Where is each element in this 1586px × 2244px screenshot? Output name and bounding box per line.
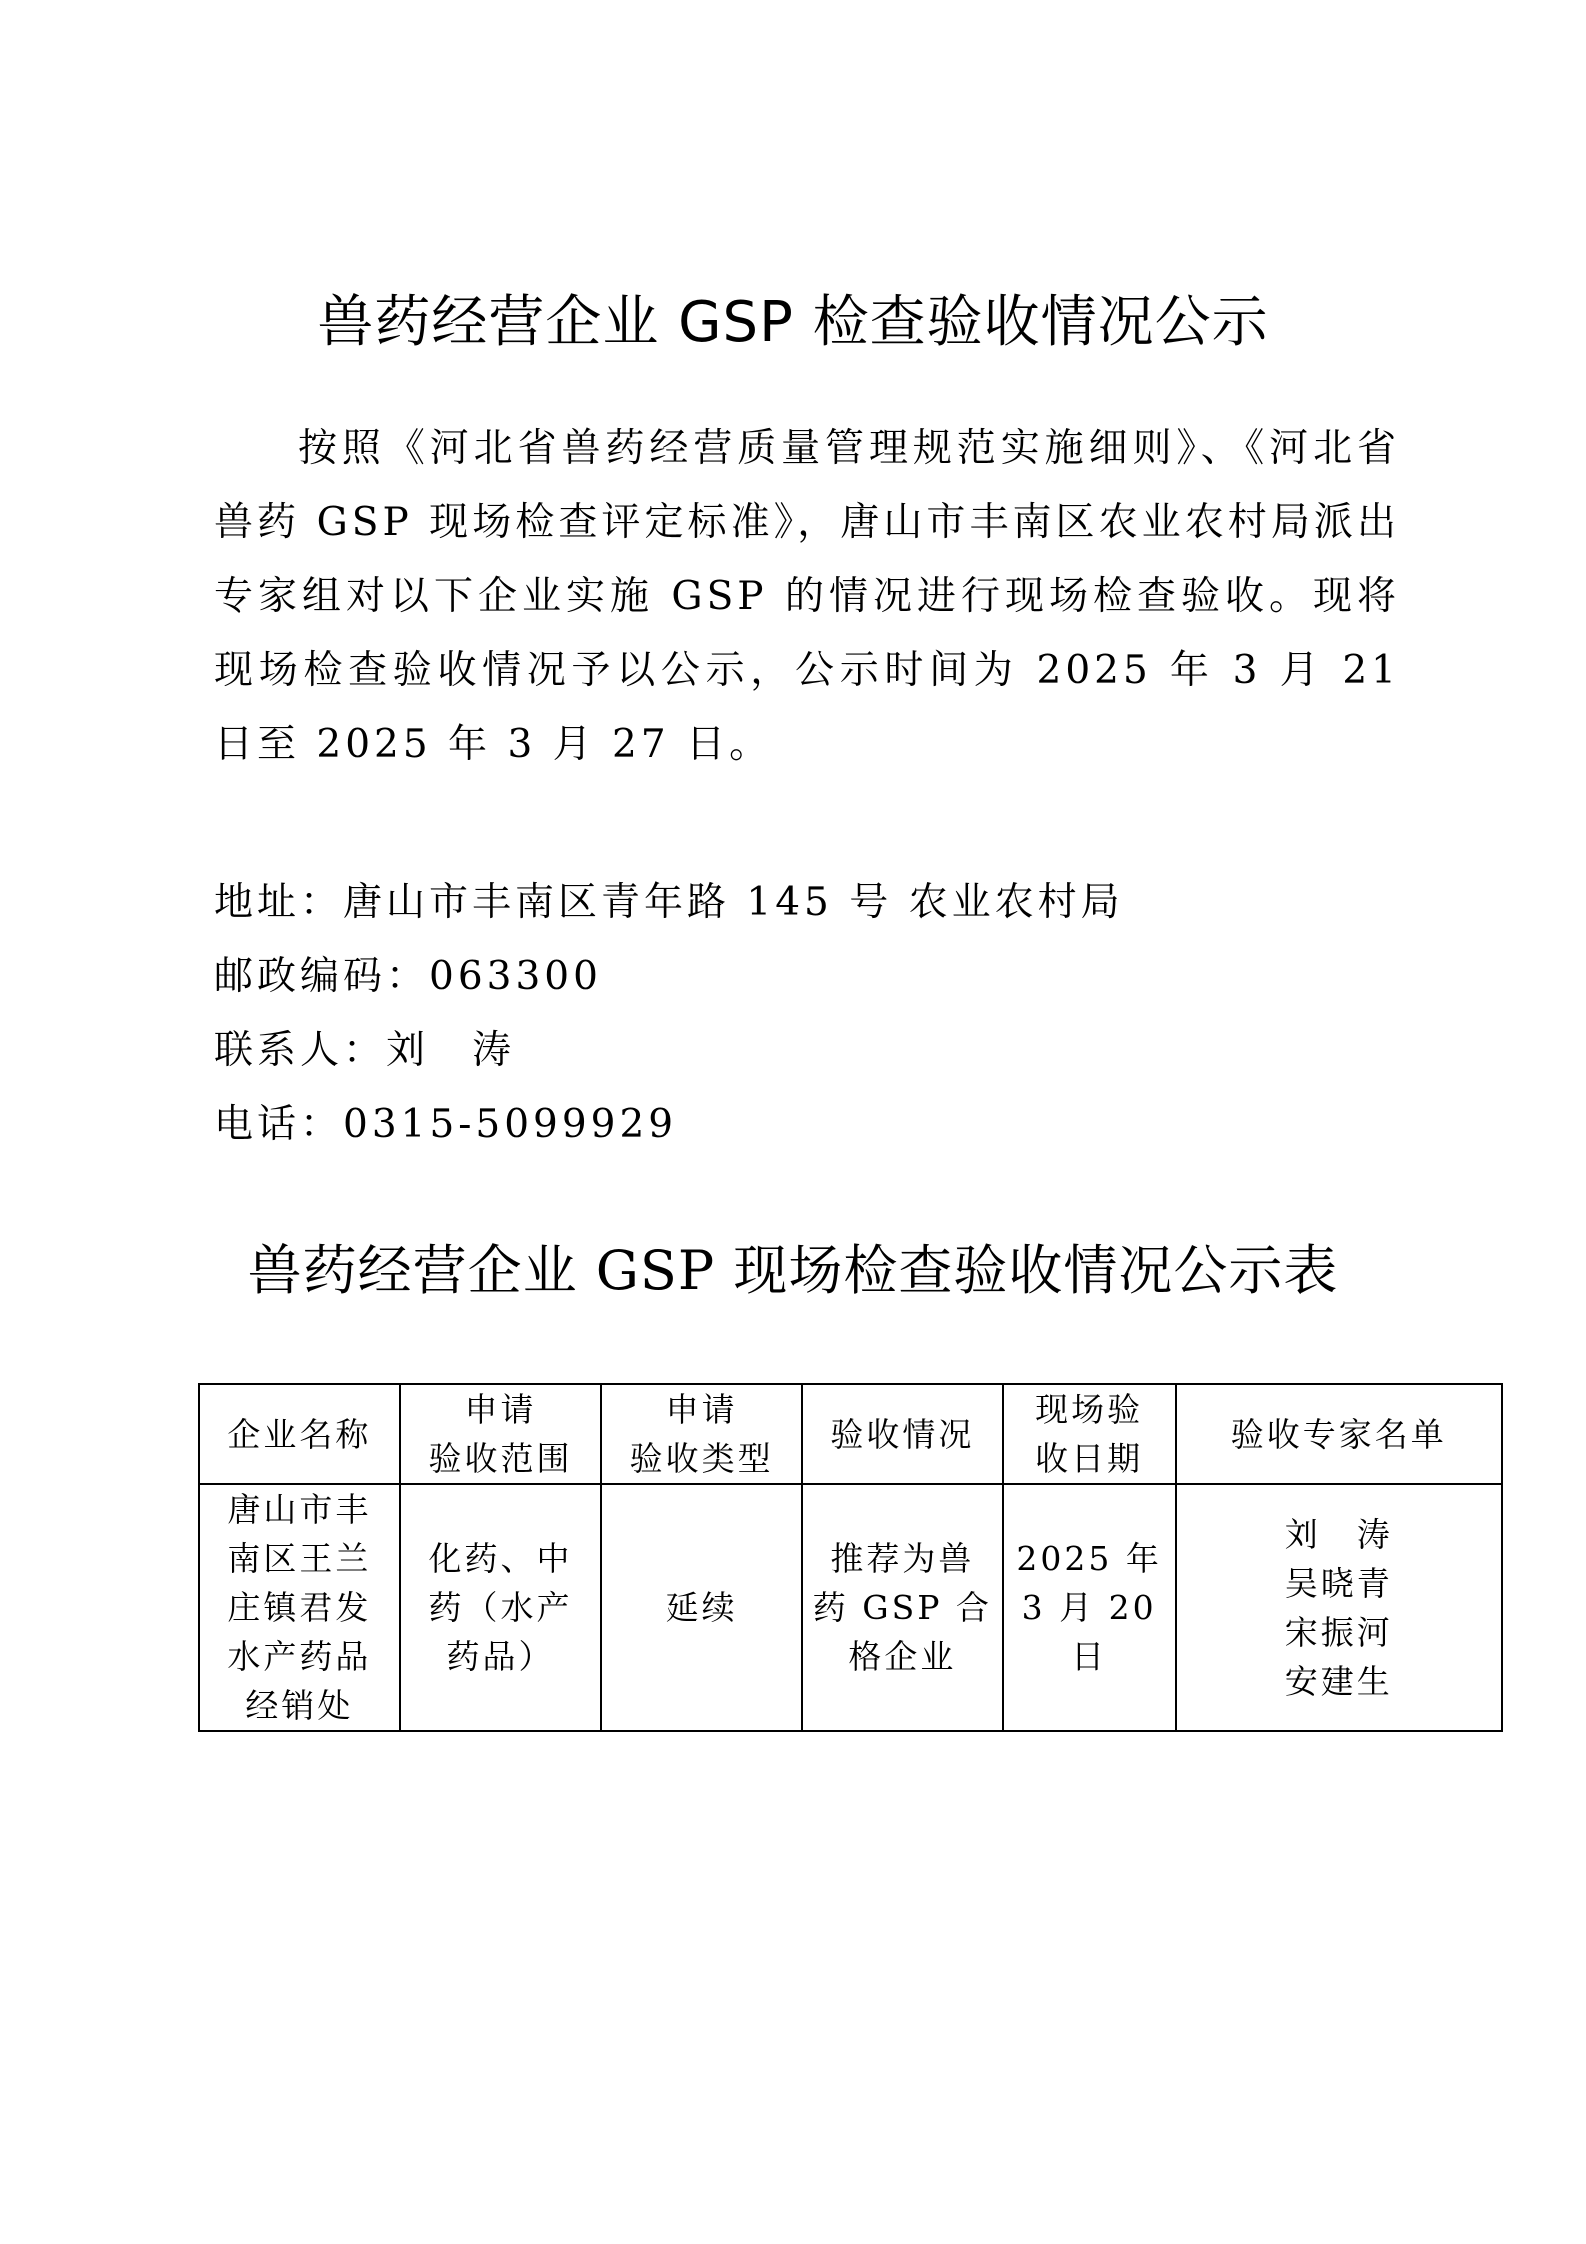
contact-postcode: 邮政编码：063300 [214, 954, 602, 999]
header-date [1003, 1384, 1176, 1484]
cell-type [601, 1484, 802, 1731]
cell-company [199, 1484, 400, 1731]
cell-line: 推荐为兽 [830, 1539, 975, 1578]
cell-line: 2025 年 [1016, 1539, 1162, 1578]
cell-date [1003, 1484, 1176, 1731]
header-result [802, 1384, 1003, 1484]
header-experts [1176, 1384, 1502, 1484]
table-row [199, 1484, 1502, 1731]
cell-line: 庄镇君发 [227, 1588, 372, 1627]
cell-result [802, 1484, 1003, 1731]
cell-line: 3 月 20 [1021, 1588, 1157, 1627]
intro-paragraph: 按照《河北省兽药经营质量管理规范实施细则》、《河北省兽药 GSP 现场检查评定标准》，唐山市丰南区农业农村局派出专家组对以下企业实施 GSP 的情况进行现场检查验收。现将现场检查验收情况予以公示，公示时间为 2025 年 3 月 21 日至 2025 年 3 月 27 日。 [214, 426, 1400, 767]
header-line: 申请 [464, 1390, 537, 1429]
cell-line: 南区王兰 [227, 1539, 372, 1578]
header-line: 收日期 [1035, 1439, 1144, 1478]
header-scope [400, 1384, 602, 1484]
header-line: 申请 [665, 1390, 738, 1429]
cell-line: 格企业 [848, 1637, 957, 1676]
expert-name: 刘 涛 [1284, 1514, 1393, 1554]
cell-scope [400, 1484, 602, 1731]
header-line: 验收情况 [830, 1414, 975, 1454]
expert-name: 安建生 [1284, 1661, 1393, 1701]
contact-address: 地址：唐山市丰南区青年路 145 号 农业农村局 [214, 880, 1124, 925]
contact-block [214, 866, 1124, 1162]
cell-experts [1176, 1484, 1502, 1731]
cell-line: 经销处 [245, 1686, 354, 1725]
inspection-table [198, 1383, 1503, 1732]
expert-name: 吴晓青 [1284, 1563, 1393, 1603]
header-line: 现场验 [1035, 1390, 1144, 1429]
contact-phone: 电话：0315-5099929 [214, 1102, 678, 1147]
header-company [199, 1384, 400, 1484]
cell-line: 日 [1071, 1637, 1108, 1676]
cell-line: 化药、中 [428, 1539, 573, 1578]
cell-line: 药 GSP 合 [812, 1588, 992, 1627]
cell-line: 水产药品 [227, 1637, 372, 1676]
header-line: 验收类型 [629, 1439, 774, 1478]
table-title: 兽药经营企业 GSP 现场检查验收情况公示表 [247, 1239, 1339, 1302]
cell-line: 唐山市丰 [227, 1490, 372, 1529]
header-type [601, 1384, 802, 1484]
contact-person: 联系人：刘 涛 [214, 1028, 516, 1073]
table-header-row [199, 1384, 1502, 1484]
page-title: 兽药经营企业 GSP 检查验收情况公示 [317, 290, 1269, 355]
cell-line: 延续 [665, 1588, 738, 1627]
header-line: 企业名称 [227, 1414, 372, 1454]
cell-line: 药品） [446, 1637, 555, 1676]
header-line: 验收专家名单 [1230, 1414, 1447, 1454]
expert-name: 宋振河 [1284, 1612, 1393, 1652]
header-line: 验收范围 [428, 1439, 573, 1478]
cell-line: 药（水产 [428, 1588, 573, 1627]
